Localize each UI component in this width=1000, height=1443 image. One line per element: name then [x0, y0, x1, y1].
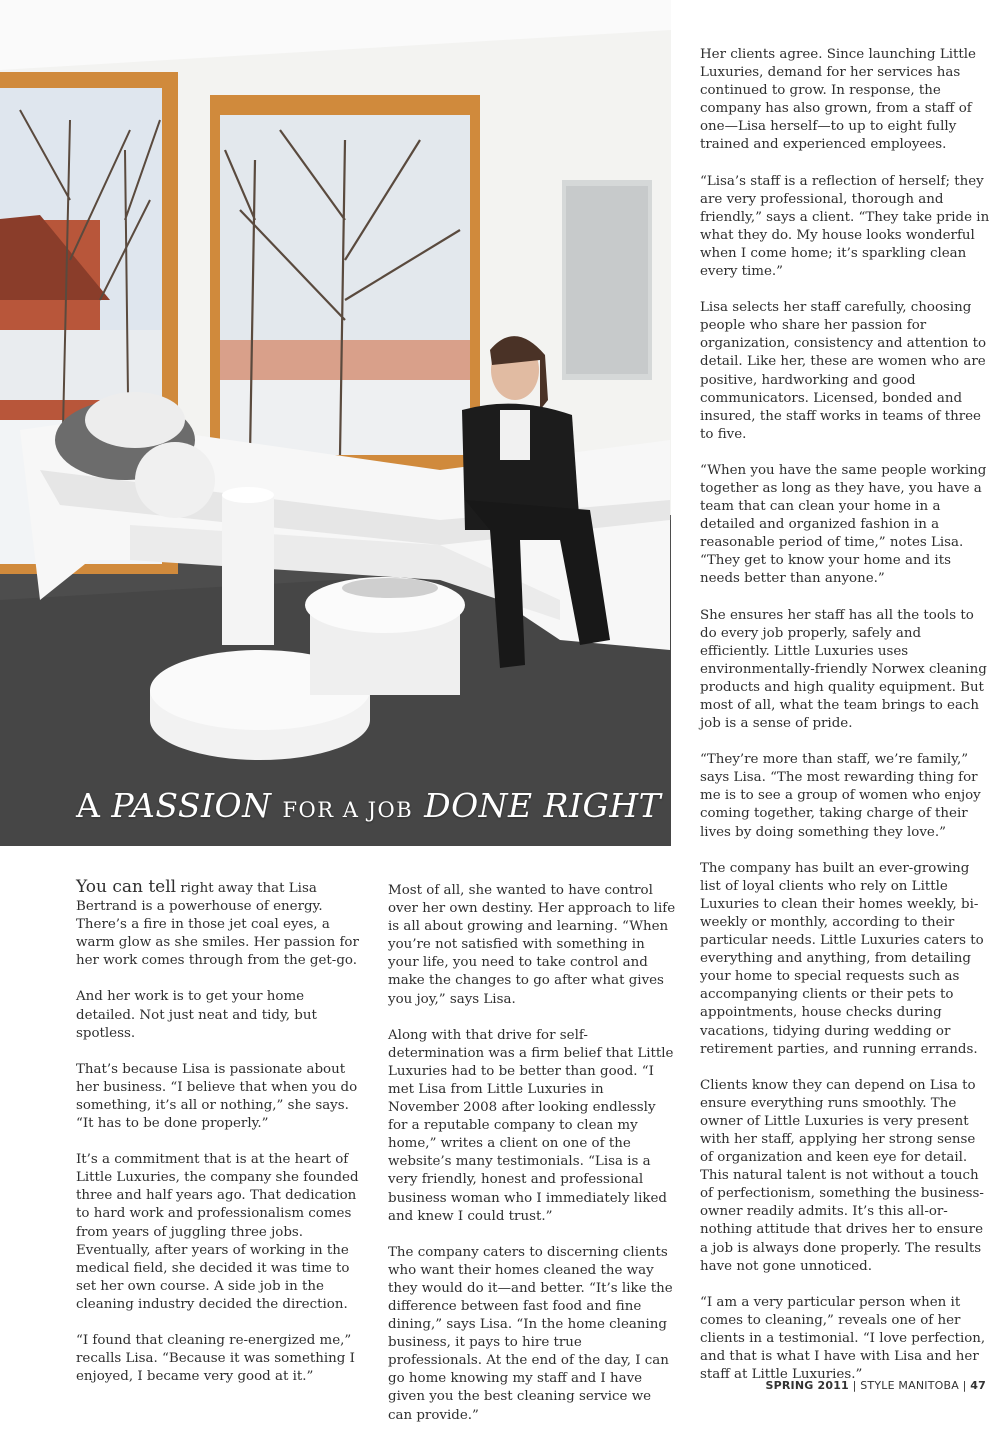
paragraph: “They’re more than staff, we’re family,” says Lisa. “The most rewarding thing for me is to see a group of women who enjoy coming together, taking charge of their lives by doing something they love.” [700, 752, 981, 840]
article-column-2 [388, 882, 678, 1443]
feature-photo [0, 0, 671, 846]
page-footer [765, 1379, 986, 1392]
paragraph: That’s because Lisa is passionate about her business. “I believe that when you do something, it’s all or nothing,” she says. “It has to be done properly.” [76, 1061, 358, 1132]
living-room-illustration [0, 0, 671, 846]
footer-separator: | [962, 1379, 967, 1392]
paragraph: Along with that drive for self-determination was a firm belief that Little Luxuries had to be better than good. “I met Lisa from Little Luxuries in November 2008 after looking endlessly for a reputable company to clean my home,” writes a client on one of the website’s many testimonials. “Lisa is a very friendly, honest and professional business woman who I immediately liked and knew I could trust.” [388, 1027, 674, 1224]
magazine-name: STYLE MANITOBA [860, 1379, 959, 1392]
paragraph: “I am a very particular person when it comes to cleaning,” reveals one of her clients in a testimonial. “I love perfection, and that is what I have with Lisa and her staff at Little Luxuries.” [700, 1294, 986, 1383]
paragraph: Her clients agree. Since launching Little Luxuries, demand for her services has continued to grow. In response, the company has also grown, from a staff of one—Lisa herself—to up to eight fully trained and experienced employees. [700, 47, 976, 153]
paragraph [76, 878, 366, 970]
paragraph: Most of all, she wanted to have control over her own destiny. Her approach to life is all about growing and learning. “When you’re not satisfied with something in your life, you need to take control and make the changes to go after what gives you joy,” says Lisa. [388, 883, 676, 1007]
headline-word-for-a-job: FOR A JOB [282, 798, 414, 822]
paragraph: “When you have the same people working together as long as they have, you have a team that can clean your home in a detailed and organized fashion in a reasonable period of time,” notes Lisa. “They get to know your home and its needs better than anyone.” [700, 462, 987, 587]
paragraph: It’s a commitment that is at the heart of Little Luxuries, the company she founded three and half years ago. That dedication to hard work and professionalism comes from years of juggling three jobs. Eventually, after years of working in the medical field, she decided it was time to set her own course. A side job in the cleaning industry decided the direction. [76, 1152, 359, 1312]
issue-label: SPRING 2011 [765, 1379, 849, 1392]
article-column-1 [76, 878, 366, 1404]
paragraph: “Lisa’s staff is a reflection of herself; they are very professional, thorough and friendly,” says a client. “They take pride in what they do. My house looks wonderful when I come home; it’s sparkling clean every time.” [700, 173, 990, 280]
page-number: 47 [970, 1379, 986, 1392]
paragraph-text: right away that Lisa Bertrand is a powerhouse of energy. There’s a fire in those jet coal eyes, a warm glow as she smiles. Her passion for her work comes through from the get-go. [76, 881, 359, 969]
paragraph: She ensures her staff has all the tools to do every job properly, safely and efficiently. Little Luxuries uses environmentally-friendly Norwex cleaning products and high quality equipment. But most of all, what the team brings to each job is a sense of pride. [700, 607, 987, 732]
article-column-3 [700, 46, 990, 1402]
paragraph: And her work is to get your home detailed. Not just neat and tidy, but spotless. [76, 989, 317, 1041]
headline-word-passion: PASSION [111, 786, 272, 825]
paragraph: Clients know they can depend on Lisa to ensure everything runs smoothly. The owner of Little Luxuries is very present with her staff, applying her strong sense of organization and keen eye for detail. This natural talent is not without a touch of perfectionism, something the business-owner readily admits. It’s this all-or-nothing attitude that drives her to ensure a job is always done properly. The results have not gone unnoticed. [700, 1077, 984, 1274]
lead-in: You can tell [76, 877, 177, 897]
paragraph: “I found that cleaning re-energized me,” recalls Lisa. “Because it was something I enjoyed, I became very good at it.” [76, 1332, 355, 1385]
headline-word-a: A [76, 786, 101, 825]
headline-word-done-right: DONE RIGHT [424, 786, 662, 825]
paragraph: The company has built an ever-growing list of loyal clients who rely on Little Luxuries to clean their homes weekly, bi-weekly or monthly, according to their particular needs. Little Luxuries caters to everything and anything, from detailing your home to special requests such as accompanying clients or their pets to appointments, house checks during vacations, tidying during wedding or retirement parties, and running errands. [700, 860, 984, 1057]
paragraph: Lisa selects her staff carefully, choosing people who share her passion for organization, consistency and attention to detail. Like her, these are women who are positive, hardworking and good communicators. Licensed, bonded and insured, the staff works in teams of three to five. [700, 300, 987, 442]
article-headline [76, 786, 666, 825]
paragraph: The company caters to discerning clients who want their homes cleaned the way they would do it—and better. “It’s like the difference between fast food and fine dining,” says Lisa. “In the home cleaning business, it pays to hire true professionals. At the end of the day, I can go home knowing my staff and I have given you the best cleaning service we can provide.” [388, 1244, 673, 1423]
footer-separator: | [852, 1379, 857, 1392]
